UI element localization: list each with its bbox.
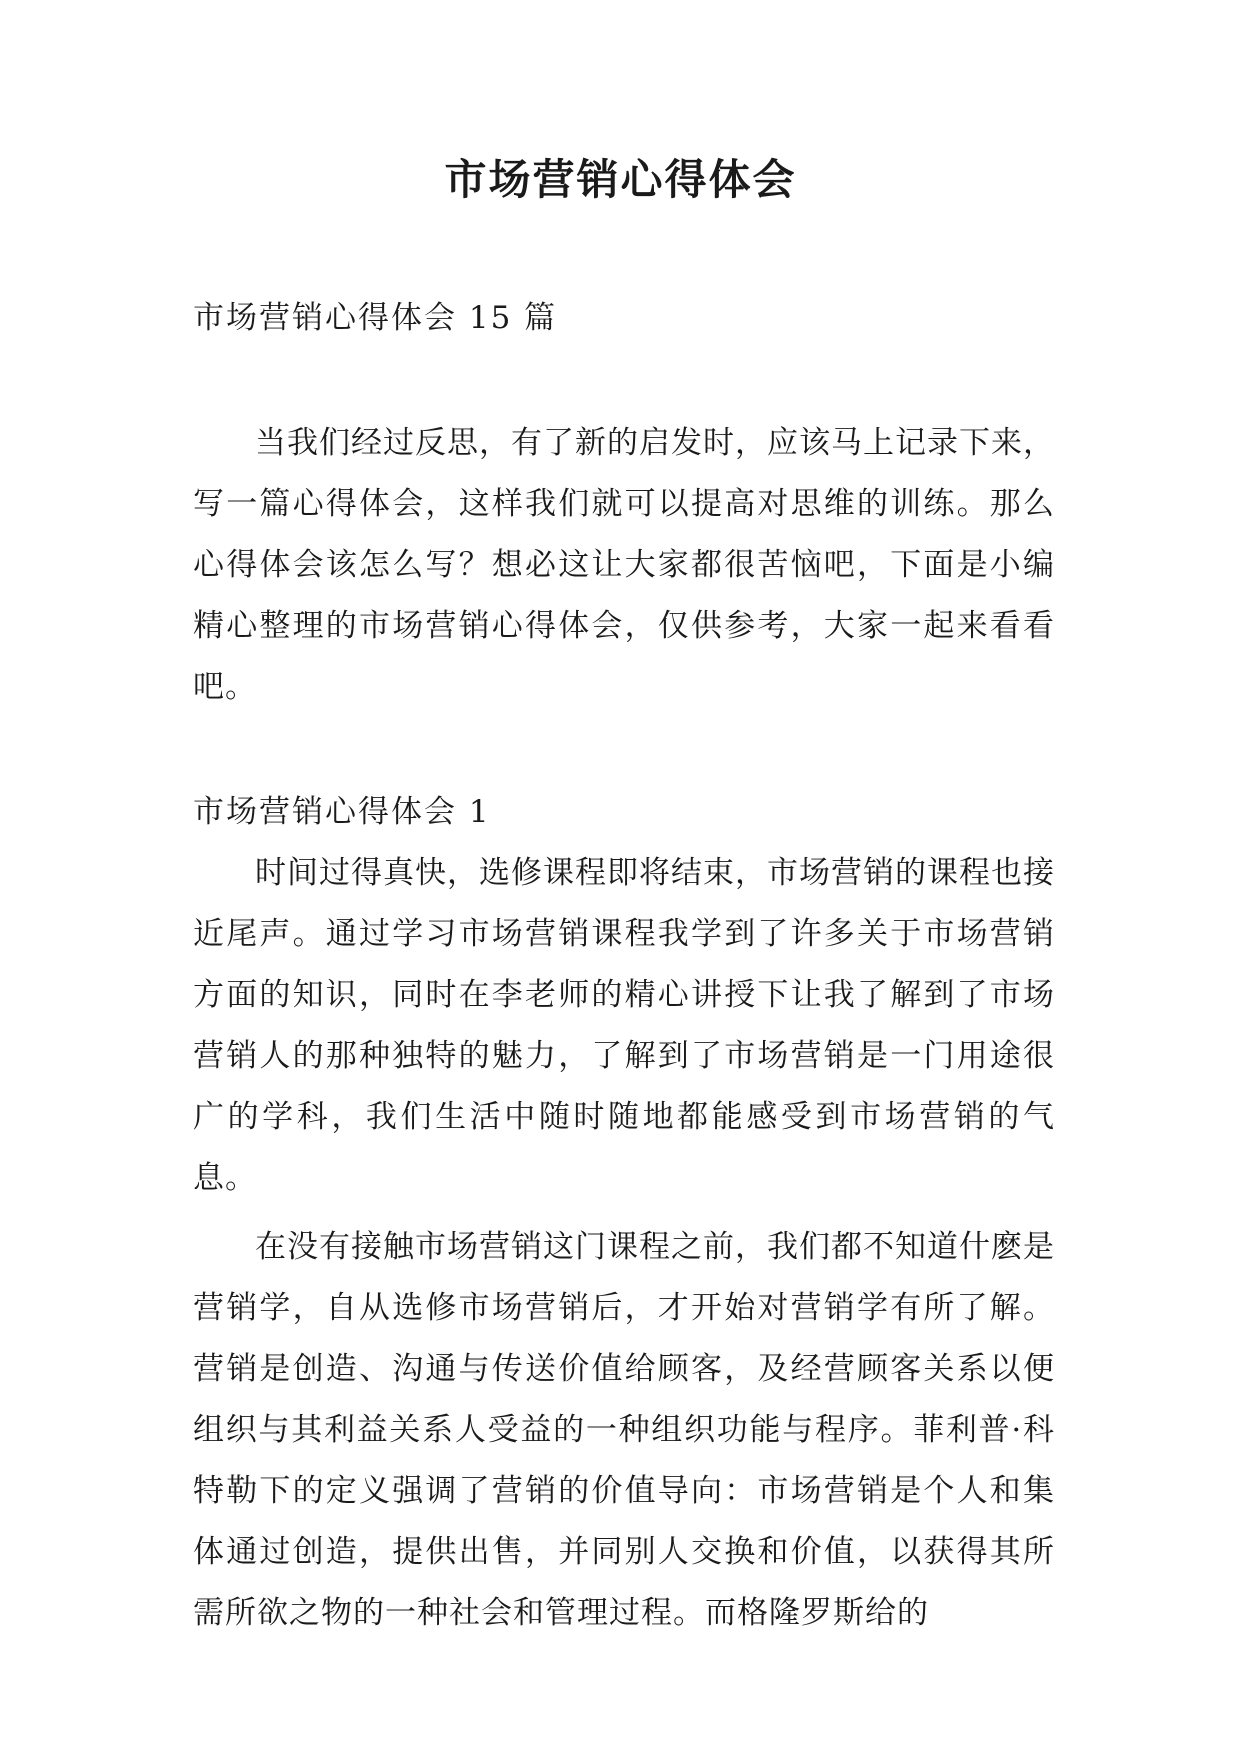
spacer — [193, 349, 1055, 413]
body-paragraph: 在没有接触市场营销这门课程之前，我们都不知道什麽是营销学，自从选修市场营销后，才开始对营销学有所了解。营销是创造、沟通与传送价值给顾客，及经营顾客关系以便组织与其利益关系人受益的一种组织功能与程序。菲利普·科特勒下的定义强调了营销的价值导向：市场营销是个人和集体通过创造，提供出售，并同别人交换和价值，以获得其所需所欲之物的一种社会和管理过程。而格隆罗斯给的 — [193, 1229, 1055, 1631]
document-body — [193, 288, 1055, 1644]
document-subtitle: 市场营销心得体会 15 篇 — [193, 300, 558, 336]
section-heading: 市场营销心得体会 1 — [193, 794, 491, 830]
body-paragraph: 时间过得真快，选修课程即将结束，市场营销的课程也接近尾声。通过学习市场营销课程我学到了许多关于市场营销方面的知识，同时在李老师的精心讲授下让我了解到了市场营销人的那种独特的魅力，了解到了市场营销是一门用途很广的学科，我们生活中随时随地都能感受到市场营销的气息。 — [193, 855, 1055, 1196]
document-title: 市场营销心得体会 — [444, 155, 797, 204]
spacer — [193, 718, 1055, 782]
intro-paragraph: 当我们经过反思，有了新的启发时，应该马上记录下来，写一篇心得体会，这样我们就可以提高对思维的训练。那么心得体会该怎么写？想必这让大家都很苦恼吧，下面是小编精心整理的市场营销心得体会，仅供参考，大家一起来看看吧。 — [193, 425, 1055, 705]
